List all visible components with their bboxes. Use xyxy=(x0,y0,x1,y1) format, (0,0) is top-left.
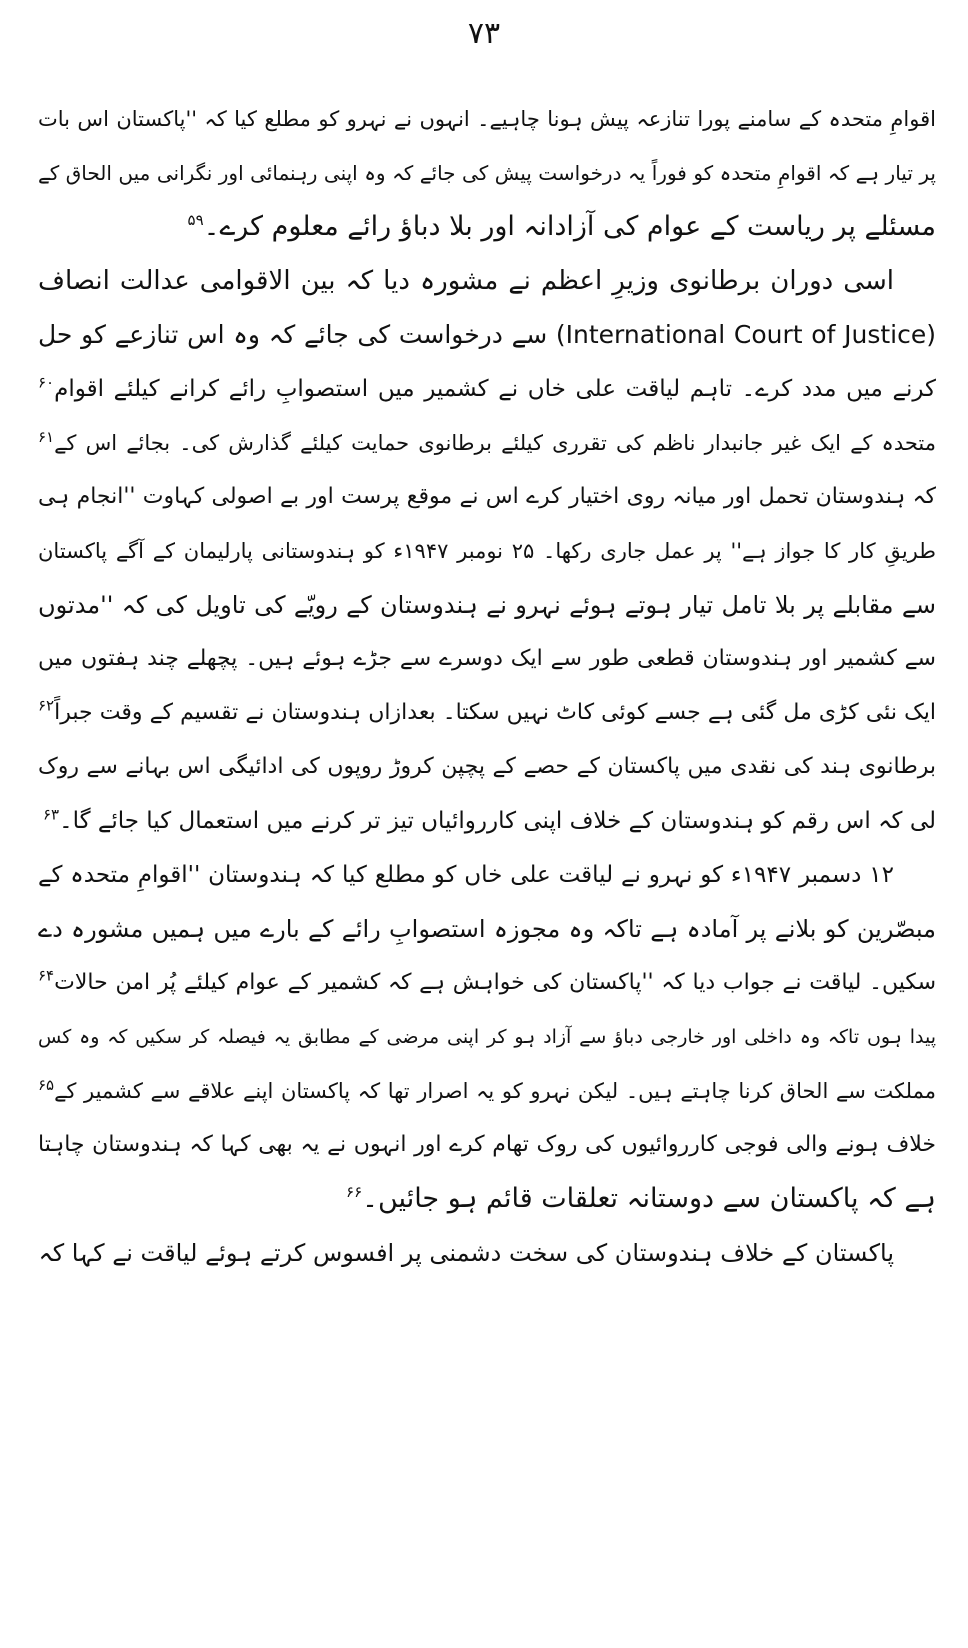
line-text: ہے کہ پاکستان سے دوستانہ تعلقات قائم ہو جائیں۔ xyxy=(362,1183,936,1214)
text-line xyxy=(38,146,936,200)
text-line xyxy=(38,254,936,308)
line-text: پاکستان کے خلاف ہندوستان کی سخت دشمنی پر افسوس کرتے ہوئے لیاقت نے کہا کہ xyxy=(38,1239,894,1267)
line-text: (International Court of Justice) سے درخواست کی جائے کہ وہ اس تنازعے کو حل xyxy=(38,320,936,349)
footnote-marker: ۶۰ xyxy=(38,373,55,392)
line-text: کہ ہندوستان تحمل اور میانہ روی اختیار کرے اس نے موقع پرست اور بے اصولی کہاوت ''انجام ہی xyxy=(38,484,936,509)
text-line xyxy=(38,740,936,794)
text-line xyxy=(38,956,936,1010)
line-text: مبصّرین کو بلانے پر آمادہ ہے تاکہ وہ مجوزہ استصوابِ رائے کے بارے میں ہمیں مشورہ دے xyxy=(38,915,936,943)
footnote-marker: ۶۱ xyxy=(38,428,55,446)
line-text: برطانوی ہند کی نقدی میں پاکستان کے حصے کے پچپن کروڑ روپوں کی ادائیگی اس بہانے سے روک xyxy=(38,754,936,779)
text-line xyxy=(38,362,936,416)
line-text: ایک نئی کڑی مل گئی ہے جسے کوئی کاٹ نہیں سکتا۔ بعدازاں ہندوستان نے تقسیم کے وقت جبراً xyxy=(54,700,936,725)
text-line xyxy=(38,1118,936,1172)
footnote-marker: ۶۵ xyxy=(38,1076,55,1094)
text-line xyxy=(38,1064,936,1118)
line-text: مسئلے پر ریاست کے عوام کی آزادانہ اور بلا دباؤ رائے معلوم کرے۔ xyxy=(203,211,936,242)
text-line xyxy=(38,794,936,848)
text-line xyxy=(38,200,936,254)
text-line xyxy=(38,1010,936,1064)
page-number: ۷۳ xyxy=(467,16,501,51)
line-text: خلاف ہونے والی فوجی کارروائیوں کی روک تھام کرے اور انہوں نے یہ بھی کہا کہ ہندوستان چاہتا xyxy=(38,1132,936,1157)
line-text: ۱۲ دسمبر ۱۹۴۷ء کو نہرو نے لیاقت علی خاں کو مطلع کیا کہ ہندوستان ''اقوامِ متحدہ کے xyxy=(38,862,894,888)
text-line xyxy=(38,524,936,578)
text-line xyxy=(38,578,936,632)
text-line xyxy=(38,92,936,146)
line-text: کرنے میں مدد کرے۔ تاہم لیاقت علی خاں نے کشمیر میں استصوابِ رائے کرانے کیلئے اقوام xyxy=(54,376,936,402)
footnote-marker: ۶۴ xyxy=(38,966,55,985)
footnote-marker: ۶۲ xyxy=(38,696,55,715)
text-line xyxy=(38,470,936,524)
text-line xyxy=(38,1172,936,1226)
text-line xyxy=(38,902,936,956)
footnote-marker: ۶۶ xyxy=(346,1183,363,1201)
line-text: پیدا ہوں تاکہ وہ داخلی اور خارجی دباؤ سے آزاد ہو کر اپنی مرضی کے مطابق یہ فیصلہ کر سکیں کہ وہ کس xyxy=(38,1026,936,1048)
text-line xyxy=(38,848,936,902)
line-text: سے کشمیر اور ہندوستان قطعی طور سے ایک دوسرے سے جڑے ہوئے ہیں۔ پچھلے چند ہفتوں میں xyxy=(38,646,936,671)
line-text: پر تیار ہے کہ اقوامِ متحدہ کو فوراً یہ درخواست پیش کی جائے کہ وہ اپنی رہنمائی اور نگرانی میں الحاق کے xyxy=(38,161,936,185)
line-text: متحدہ کے ایک غیر جانبدار ناظم کی تقرری کیلئے برطانوی حمایت کیلئے گذارش کی۔ بجائے اس کے xyxy=(54,431,936,455)
footnote-marker: ۵۹ xyxy=(187,211,204,229)
text-line xyxy=(38,308,936,362)
text-line xyxy=(38,686,936,740)
text-line xyxy=(38,1226,936,1280)
text-line xyxy=(38,416,936,470)
line-text: لی کہ اس رقم کو ہندوستان کے خلاف اپنی کارروائیاں تیز تر کرنے میں استعمال کیا جائے گا۔ xyxy=(59,808,936,834)
body-text xyxy=(38,92,936,1280)
line-text: طریقِ کار کا جواز ہے'' پر عمل جاری رکھا۔ ۲۵ نومبر ۱۹۴۷ء کو ہندوستانی پارلیمان کے آگے پاکستان xyxy=(38,539,936,563)
footnote-marker: ۶۳ xyxy=(42,805,60,824)
line-text: سے مقابلے پر بلا تامل تیار ہوتے ہوئے نہرو نے ہندوستان کے رویّے کی تاویل کی کہ ''مدتوں xyxy=(38,591,936,619)
line-text: اقوامِ متحدہ کے سامنے پورا تنازعہ پیش ہونا چاہیے۔ انہوں نے نہرو کو مطلع کیا کہ ''پاکستان اس بات xyxy=(38,107,936,131)
text-line xyxy=(38,632,936,686)
line-text: مملکت سے الحاق کرنا چاہتے ہیں۔ لیکن نہرو کو یہ اصرار تھا کہ پاکستان اپنے علاقے سے کشمیر کے xyxy=(54,1079,936,1103)
line-text: اسی دوران برطانوی وزیرِ اعظم نے مشورہ دیا کہ بین الاقوامی عدالت انصاف xyxy=(38,266,894,296)
line-text: سکیں۔ لیاقت نے جواب دیا کہ ''پاکستان کی خواہش ہے کہ کشمیر کے عوام کیلئے پُر امن حالات xyxy=(54,970,936,995)
